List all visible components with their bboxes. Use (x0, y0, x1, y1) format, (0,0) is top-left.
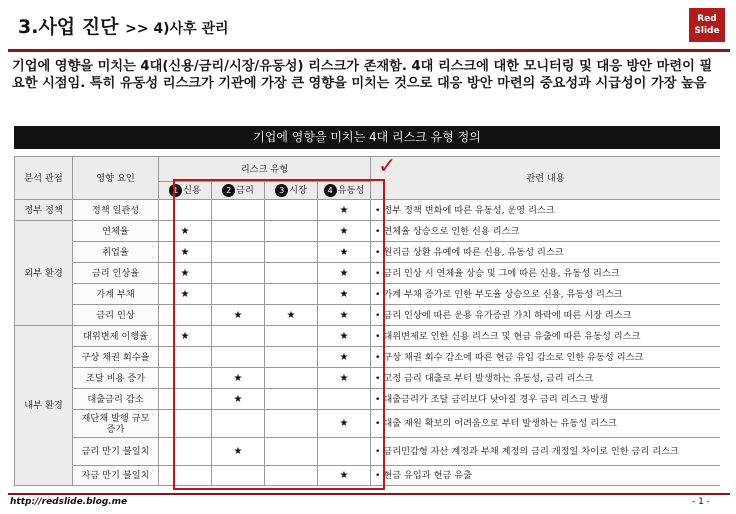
star-icon: ★ (180, 288, 190, 300)
star-icon: ★ (180, 267, 190, 279)
risk-columns-highlight (173, 179, 385, 490)
category-cell: 외부 환경 (15, 221, 73, 326)
page-number: - 1 - (692, 497, 710, 507)
related-content-cell: • 구상 채권 회수 감소에 따른 현금 유입 감소로 인한 유동성 리스크 (371, 347, 720, 368)
related-content-cell: • 연체율 상승으로 인한 신용 리스크 (371, 221, 720, 242)
star-icon: ★ (233, 393, 243, 405)
factor-cell: 조달 비용 증가 (73, 368, 159, 389)
related-content-cell: • 대출금리가 조달 금리보다 낮아질 경우 금리 리스크 발생 (371, 389, 720, 410)
intro-text: 기업에 영향을 미치는 4대(신용/금리/시장/유동성) 리스크가 존재함. 4대 리스크에 대한 모니터링 및 대응 방안 마련이 필요한 시점임. 특히 유동성 리스크가 기관에 가장 큰 영향을 미치는 것으로 대응 방안 마련의 중요성과 시급성이 가장 높음 (12, 59, 713, 91)
footer-divider (8, 493, 730, 495)
factor-cell: 가계 부채 (73, 284, 159, 305)
related-content-cell: • 대위변제로 인한 신용 리스크 및 현금 유출에 따른 유동성 리스크 (371, 326, 720, 347)
risk-number-badge: 3 (275, 184, 288, 197)
factor-cell: 재단채 발행 규모 증가 (73, 410, 159, 438)
star-icon: ★ (339, 470, 349, 481)
star-icon: ★ (233, 309, 243, 321)
star-icon: ★ (286, 309, 296, 321)
star-icon: ★ (339, 351, 349, 363)
category-cell: 정부 정책 (15, 200, 73, 221)
factor-cell: 금리 인상 (73, 305, 159, 326)
title-main: 3.사업 진단 (18, 16, 119, 38)
header-related: 관련 내용 (371, 157, 720, 200)
risk-number-badge: 1 (169, 184, 182, 197)
related-content-cell: • 원리금 상환 유예에 따른 신용, 유동성 리스크 (371, 242, 720, 263)
risk-table-wrapper (14, 156, 720, 490)
related-content-cell: • 고정 금리 대출로 부터 발생하는 유동성, 금리 리스크 (371, 368, 720, 389)
factor-cell: 구상 채권 회수율 (73, 347, 159, 368)
footer-url[interactable]: http://redslide.blog.me (10, 497, 128, 507)
star-icon: ★ (233, 446, 243, 457)
check-mark-icon: ✓ (378, 156, 397, 179)
factor-cell: 자금 만기 불일치 (73, 466, 159, 486)
risk-col-label: 신용 (183, 185, 201, 196)
related-content-cell: • 대출 재원 확보의 어려움으로 부터 발생하는 유동성 리스크 (371, 410, 720, 438)
star-icon: ★ (339, 330, 349, 342)
factor-cell: 대출금리 감소 (73, 389, 159, 410)
star-icon: ★ (180, 246, 190, 258)
star-icon: ★ (339, 372, 349, 384)
factor-cell: 대위변제 이행율 (73, 326, 159, 347)
related-content-cell: • 현금 유입과 현금 유출 (371, 466, 720, 486)
header-category: 분석 관점 (15, 157, 73, 200)
star-icon: ★ (339, 288, 349, 300)
star-icon: ★ (180, 330, 190, 342)
category-cell: 내부 환경 (15, 326, 73, 486)
header-risk-type: 리스크 유형 (159, 157, 371, 182)
star-icon: ★ (339, 225, 349, 237)
risk-col-label: 유동성 (337, 185, 365, 196)
factor-cell: 금리 만기 불일치 (73, 438, 159, 466)
risk-number-badge: 4 (324, 184, 337, 197)
page-title (18, 12, 229, 39)
title-sub: >> 4)사후 관리 (125, 21, 229, 37)
related-content-cell: • 금리민감형 자산 계정과 부채 계정의 금리 개정일 차이로 인한 금리 리스크 (371, 438, 720, 466)
logo-line2: Slide (694, 26, 720, 36)
related-content-cell: • 금리 인상에 따른 운용 유가증권 가치 하락에 따른 시장 리스크 (371, 305, 720, 326)
star-icon: ★ (233, 372, 243, 384)
risk-col-label: 금리 (236, 185, 254, 196)
star-icon: ★ (339, 309, 349, 321)
related-content-cell: • 정부 정책 변화에 따른 유동성, 운영 리스크 (371, 200, 720, 221)
table-banner: 기업에 영향을 미치는 4대 리스크 유형 정의 (14, 126, 720, 149)
risk-col-label: 시장 (289, 185, 307, 196)
related-content-cell: • 가계 부채 증가로 인한 부도율 상승으로 신용, 유동성 리스크 (371, 284, 720, 305)
slide-header (0, 0, 736, 52)
factor-cell: 금리 인상율 (73, 263, 159, 284)
factor-cell: 정책 일관성 (73, 200, 159, 221)
star-icon: ★ (339, 267, 349, 279)
related-content-cell: • 금리 인상 시 연체율 상승 및 그에 따른 신용, 유동성 리스크 (371, 263, 720, 284)
header-divider (8, 49, 730, 52)
header-factor: 영향 요인 (73, 157, 159, 200)
factor-cell: 취업율 (73, 242, 159, 263)
star-icon: ★ (339, 418, 349, 429)
factor-cell: 연체율 (73, 221, 159, 242)
star-icon: ★ (180, 225, 190, 237)
brand-logo (689, 8, 725, 42)
star-icon: ★ (339, 204, 349, 216)
risk-number-badge: 2 (222, 184, 235, 197)
star-icon: ★ (339, 246, 349, 258)
logo-line1: Red (697, 14, 717, 24)
